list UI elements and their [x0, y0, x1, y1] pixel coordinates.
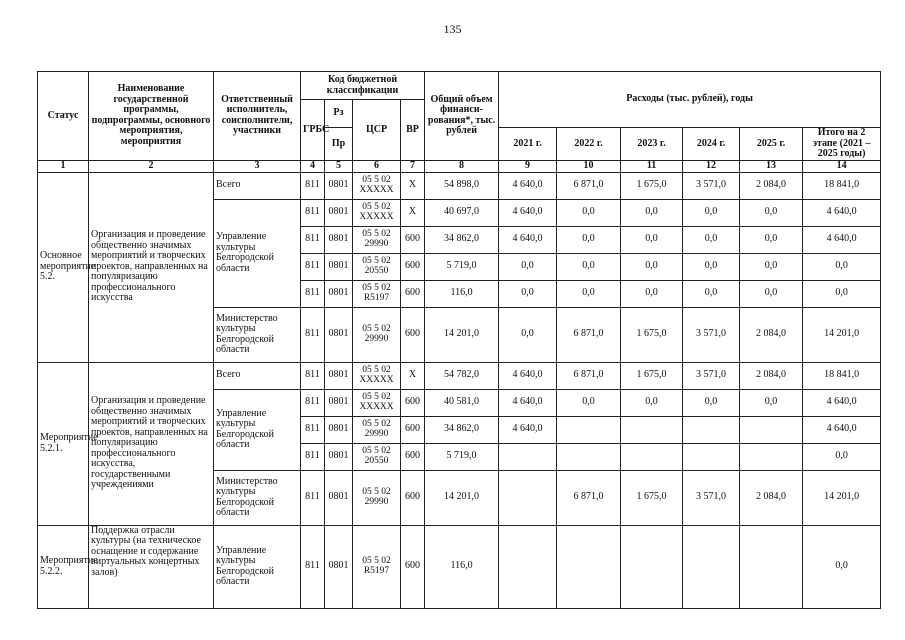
- y2025-cell: 0,0: [740, 253, 803, 280]
- grbs-cell: 811: [301, 199, 325, 226]
- y2023-cell: 1 675,0: [621, 470, 683, 525]
- csr-cell: 05 5 02 XXXXX: [353, 362, 401, 389]
- csr-cell: 05 5 02 20550: [353, 443, 401, 470]
- y2021-cell: [499, 525, 557, 608]
- y2021-cell: [499, 443, 557, 470]
- y2024-cell: 0,0: [683, 253, 740, 280]
- y2022-cell: 6 871,0: [557, 470, 621, 525]
- y2025-cell: 0,0: [740, 226, 803, 253]
- vr-cell: 600: [401, 470, 425, 525]
- grbs-cell: 811: [301, 280, 325, 307]
- y2022-cell: 0,0: [557, 280, 621, 307]
- header-name: Наименование государственной программы, подпрограммы, основного мероприятия, мероприятия: [89, 72, 214, 161]
- y2025-cell: 2 084,0: [740, 172, 803, 199]
- page-number: 135: [443, 22, 462, 36]
- table-row: [38, 362, 881, 389]
- itogo-cell: 4 640,0: [803, 226, 881, 253]
- header-grbs: ГРБС: [301, 100, 325, 161]
- vr-cell: 600: [401, 389, 425, 416]
- rzpr-cell: 0801: [325, 389, 353, 416]
- y2022-cell: [557, 443, 621, 470]
- header-rz: Рз: [325, 100, 353, 128]
- name-cell: Организация и проведение общественно значимых мероприятий и творческих проектов, направленных на популяризацию профессионального искусства, государственными учреждениями: [89, 362, 214, 525]
- grbs-cell: 811: [301, 389, 325, 416]
- y2025-cell: 2 084,0: [740, 307, 803, 362]
- y2022-cell: 6 871,0: [557, 307, 621, 362]
- col-number: 9: [499, 160, 557, 172]
- y2023-cell: 0,0: [621, 280, 683, 307]
- y2023-cell: 1 675,0: [621, 362, 683, 389]
- csr-cell: 05 5 02 R5197: [353, 525, 401, 608]
- header-2021: 2021 г.: [499, 128, 557, 161]
- y2021-cell: 0,0: [499, 307, 557, 362]
- total-cell: 116,0: [425, 280, 499, 307]
- csr-cell: 05 5 02 29990: [353, 470, 401, 525]
- table-row: [38, 172, 881, 199]
- col-number: 2: [89, 160, 214, 172]
- y2021-cell: 4 640,0: [499, 362, 557, 389]
- y2022-cell: 6 871,0: [557, 172, 621, 199]
- y2023-cell: 0,0: [621, 253, 683, 280]
- vr-cell: 600: [401, 280, 425, 307]
- y2021-cell: 0,0: [499, 253, 557, 280]
- itogo-cell: 0,0: [803, 280, 881, 307]
- csr-cell: 05 5 02 XXXXX: [353, 389, 401, 416]
- vr-cell: 600: [401, 226, 425, 253]
- y2022-cell: 0,0: [557, 226, 621, 253]
- y2023-cell: 0,0: [621, 389, 683, 416]
- y2025-cell: 0,0: [740, 280, 803, 307]
- vr-cell: 600: [401, 416, 425, 443]
- y2024-cell: 3 571,0: [683, 307, 740, 362]
- total-cell: 5 719,0: [425, 253, 499, 280]
- itogo-cell: 4 640,0: [803, 389, 881, 416]
- rzpr-cell: 0801: [325, 362, 353, 389]
- header-csr: ЦСР: [353, 100, 401, 161]
- responsible-cell: Министерство культуры Белгородской области: [214, 307, 301, 362]
- responsible-cell: Всего: [214, 362, 301, 389]
- budget-table: [37, 71, 881, 609]
- y2022-cell: 6 871,0: [557, 362, 621, 389]
- csr-cell: 05 5 02 29990: [353, 307, 401, 362]
- responsible-cell: Министерство культуры Белгородской области: [214, 470, 301, 525]
- y2024-cell: 0,0: [683, 389, 740, 416]
- name-cell: Поддержка отрасли культуры (на техническое оснащение и содержание виртуальных концертных залов): [89, 525, 214, 608]
- col-number: 11: [621, 160, 683, 172]
- itogo-cell: 0,0: [803, 443, 881, 470]
- grbs-cell: 811: [301, 416, 325, 443]
- itogo-cell: 14 201,0: [803, 470, 881, 525]
- y2024-cell: 0,0: [683, 199, 740, 226]
- col-number: 3: [214, 160, 301, 172]
- rzpr-cell: 0801: [325, 470, 353, 525]
- vr-cell: X: [401, 199, 425, 226]
- vr-cell: X: [401, 172, 425, 199]
- csr-cell: 05 5 02 29990: [353, 416, 401, 443]
- col-number: 1: [38, 160, 89, 172]
- col-number: 12: [683, 160, 740, 172]
- y2022-cell: [557, 416, 621, 443]
- vr-cell: 600: [401, 307, 425, 362]
- total-cell: 14 201,0: [425, 307, 499, 362]
- y2024-cell: [683, 416, 740, 443]
- y2021-cell: 4 640,0: [499, 416, 557, 443]
- y2025-cell: 2 084,0: [740, 362, 803, 389]
- col-number: 13: [740, 160, 803, 172]
- vr-cell: 600: [401, 443, 425, 470]
- rzpr-cell: 0801: [325, 525, 353, 608]
- y2022-cell: 0,0: [557, 253, 621, 280]
- csr-cell: 05 5 02 29990: [353, 226, 401, 253]
- header-status: Статус: [38, 72, 89, 161]
- grbs-cell: 811: [301, 172, 325, 199]
- y2021-cell: 4 640,0: [499, 226, 557, 253]
- itogo-cell: 4 640,0: [803, 199, 881, 226]
- y2021-cell: 4 640,0: [499, 389, 557, 416]
- grbs-cell: 811: [301, 226, 325, 253]
- col-number: 5: [325, 160, 353, 172]
- column-numbers-row: [38, 160, 881, 172]
- responsible-cell: Всего: [214, 172, 301, 199]
- y2024-cell: [683, 443, 740, 470]
- itogo-cell: 4 640,0: [803, 416, 881, 443]
- grbs-cell: 811: [301, 525, 325, 608]
- itogo-cell: 14 201,0: [803, 307, 881, 362]
- y2025-cell: [740, 525, 803, 608]
- y2024-cell: 0,0: [683, 226, 740, 253]
- grbs-cell: 811: [301, 307, 325, 362]
- rzpr-cell: 0801: [325, 443, 353, 470]
- header-2023: 2023 г.: [621, 128, 683, 161]
- total-cell: 40 581,0: [425, 389, 499, 416]
- y2021-cell: 4 640,0: [499, 199, 557, 226]
- y2022-cell: 0,0: [557, 199, 621, 226]
- header-2022: 2022 г.: [557, 128, 621, 161]
- csr-cell: 05 5 02 R5197: [353, 280, 401, 307]
- total-cell: 34 862,0: [425, 416, 499, 443]
- y2023-cell: 1 675,0: [621, 172, 683, 199]
- rzpr-cell: 0801: [325, 280, 353, 307]
- y2025-cell: 2 084,0: [740, 470, 803, 525]
- col-number: 6: [353, 160, 401, 172]
- y2025-cell: [740, 443, 803, 470]
- y2021-cell: 0,0: [499, 280, 557, 307]
- csr-cell: 05 5 02 XXXXX: [353, 172, 401, 199]
- rzpr-cell: 0801: [325, 172, 353, 199]
- y2021-cell: [499, 470, 557, 525]
- col-number: 7: [401, 160, 425, 172]
- header-pr: Пр: [325, 128, 353, 161]
- itogo-cell: 0,0: [803, 525, 881, 608]
- rzpr-cell: 0801: [325, 226, 353, 253]
- total-cell: 40 697,0: [425, 199, 499, 226]
- total-cell: 54 898,0: [425, 172, 499, 199]
- y2021-cell: 4 640,0: [499, 172, 557, 199]
- total-cell: 54 782,0: [425, 362, 499, 389]
- col-number: 10: [557, 160, 621, 172]
- header-budget-code: Код бюджетной классификации: [301, 72, 425, 100]
- y2023-cell: 0,0: [621, 199, 683, 226]
- csr-cell: 05 5 02 XXXXX: [353, 199, 401, 226]
- total-cell: 34 862,0: [425, 226, 499, 253]
- total-cell: 14 201,0: [425, 470, 499, 525]
- col-number: 14: [803, 160, 881, 172]
- vr-cell: X: [401, 362, 425, 389]
- col-number: 8: [425, 160, 499, 172]
- header-total-volume: Общий объем финанси-рования*, тыс. рублей: [425, 72, 499, 161]
- y2024-cell: [683, 525, 740, 608]
- total-cell: 116,0: [425, 525, 499, 608]
- y2023-cell: [621, 443, 683, 470]
- rzpr-cell: 0801: [325, 199, 353, 226]
- grbs-cell: 811: [301, 253, 325, 280]
- header-2025: 2025 г.: [740, 128, 803, 161]
- header-itogo: Итого на 2 этапе (2021 – 2025 годы): [803, 128, 881, 161]
- itogo-cell: 0,0: [803, 253, 881, 280]
- y2023-cell: [621, 416, 683, 443]
- itogo-cell: 18 841,0: [803, 362, 881, 389]
- header-expenses: [499, 72, 881, 128]
- rzpr-cell: 0801: [325, 307, 353, 362]
- y2024-cell: 3 571,0: [683, 172, 740, 199]
- itogo-cell: 18 841,0: [803, 172, 881, 199]
- y2024-cell: 3 571,0: [683, 470, 740, 525]
- y2025-cell: 0,0: [740, 389, 803, 416]
- responsible-cell: Управление культуры Белгородской области: [214, 525, 301, 608]
- grbs-cell: 811: [301, 443, 325, 470]
- responsible-cell: Управление культуры Белгородской области: [214, 199, 301, 307]
- status-cell: Основное мероприятие 5.2.: [38, 172, 89, 362]
- name-cell: Организация и проведение общественно значимых мероприятий и творческих проектов, направленных на популяризацию профессионального искусства: [89, 172, 214, 362]
- grbs-cell: 811: [301, 362, 325, 389]
- header-2024: 2024 г.: [683, 128, 740, 161]
- vr-cell: 600: [401, 525, 425, 608]
- vr-cell: 600: [401, 253, 425, 280]
- y2023-cell: [621, 525, 683, 608]
- y2022-cell: [557, 525, 621, 608]
- header-expenses-label: Расходы (тыс. рублей), годы: [626, 93, 753, 105]
- y2022-cell: 0,0: [557, 389, 621, 416]
- responsible-cell: Управление культуры Белгородской области: [214, 389, 301, 470]
- y2024-cell: 0,0: [683, 280, 740, 307]
- y2023-cell: 0,0: [621, 226, 683, 253]
- y2025-cell: 0,0: [740, 199, 803, 226]
- rzpr-cell: 0801: [325, 253, 353, 280]
- header-responsible: Ответственный исполнитель, соисполнители, участники: [214, 72, 301, 161]
- y2023-cell: 1 675,0: [621, 307, 683, 362]
- status-cell: Мероприятие 5.2.2.: [38, 525, 89, 608]
- rzpr-cell: 0801: [325, 416, 353, 443]
- col-number: 4: [301, 160, 325, 172]
- grbs-cell: 811: [301, 470, 325, 525]
- y2025-cell: [740, 416, 803, 443]
- table-row: [38, 525, 881, 608]
- header-vr: ВР: [401, 100, 425, 161]
- status-cell: Мероприятие 5.2.1.: [38, 362, 89, 525]
- csr-cell: 05 5 02 20550: [353, 253, 401, 280]
- y2024-cell: 3 571,0: [683, 362, 740, 389]
- total-cell: 5 719,0: [425, 443, 499, 470]
